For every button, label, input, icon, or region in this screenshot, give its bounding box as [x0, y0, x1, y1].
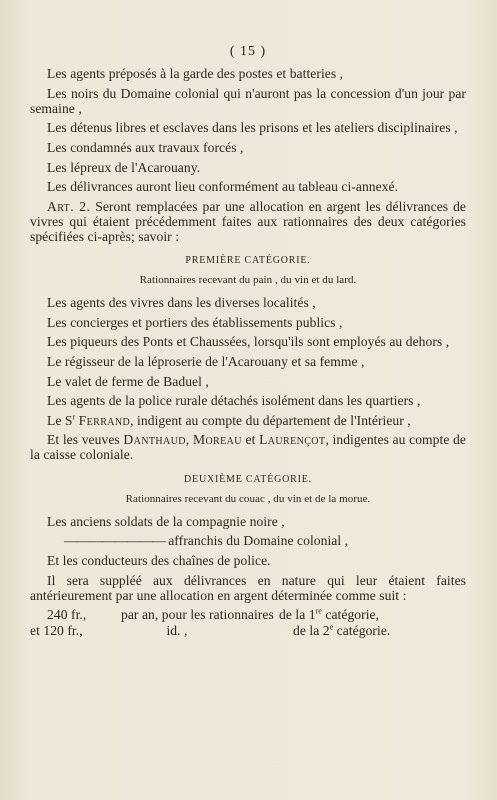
closing-paragraph: Il sera suppléé aux délivrances en nature qui leur étaient faites antérieurement par une allocation en argent déterminée comme suit : — [30, 572, 466, 603]
person-name: Danthaud — [123, 432, 186, 448]
allocation-row — [30, 607, 466, 622]
allocation-row — [30, 623, 466, 638]
delivery-note: Les délivrances auront lieu conformément au tableau ci-annexé. — [47, 179, 399, 195]
person-name: Ferrand — [78, 412, 131, 428]
ditto-id: id. , — [166, 623, 188, 639]
list-item: Les agents de la police rurale détachés isolément dans les quartiers , — [47, 393, 421, 409]
superscript: r — [72, 412, 76, 422]
list-item-affranchis — [30, 533, 466, 548]
list-item: Les agents préposés à la garde des postes et batteries , — [47, 66, 344, 82]
allocation-table — [30, 607, 466, 638]
list-item: Et les conducteurs des chaînes de police. — [47, 552, 271, 568]
list-item-veuves — [30, 432, 466, 462]
superscript: e — [329, 622, 334, 632]
amount: et 120 fr., — [30, 623, 83, 639]
superscript: re — [315, 606, 322, 616]
list-item-ferrand — [30, 413, 466, 428]
page-number: ( 15 ) — [229, 44, 267, 59]
list-item: Les noirs du Domaine colonial qui n'auront pas la concession d'un jour par semaine , — [30, 85, 466, 116]
text-fragment: affranchis du Domaine colonial , — [168, 533, 349, 549]
category-2-subtitle: Rationnaires recevant du couac , du vin et de la morue. — [125, 492, 371, 505]
list-item: Les condamnés aux travaux forcés , — [47, 139, 244, 155]
text-fragment: et — [245, 432, 256, 448]
list-item: Les agents des vivres dans les diverses localités , — [47, 295, 316, 311]
list-item: Les piqueurs des Ponts et Chaussées, lorsqu'ils sont employés au dehors , — [47, 334, 450, 350]
text-fragment: Et les veuves — [47, 432, 120, 448]
person-name: Moreau — [192, 432, 242, 448]
text-fragment: , indigent au compte du département de l'Intérieur , — [130, 412, 411, 428]
category-1-heading: PREMIÈRE CATÉGORIE. — [185, 255, 311, 267]
text-fragment: catégorie, — [325, 607, 380, 623]
text-fragment: de la 2 — [293, 623, 330, 639]
article-2 — [30, 199, 466, 244]
category-2-heading: DEUXIÈME CATÉGORIE. — [184, 473, 312, 485]
amount: 240 fr., — [47, 607, 87, 623]
list-item: Les concierges et portiers des établissements publics , — [47, 314, 343, 330]
list-item: Le régisseur de la léproserie de l'Acarouany et sa femme , — [47, 354, 365, 369]
person-name: Laurençot — [259, 432, 326, 448]
text-fragment: par an, pour les rationnaires — [121, 607, 274, 623]
ditto-dash: ———————— — [64, 533, 165, 549]
article-text: Seront remplacées par une allocation en argent les délivrances de vivres qui étaient précédemment faites aux rationnaires des deux catégories spécifiées ci-après; savoir : — [30, 198, 466, 244]
list-item: Les détenus libres et esclaves dans les prisons et les ateliers disciplinaires , — [47, 120, 458, 136]
page-content — [30, 44, 466, 639]
article-label: Art. 2. — [47, 198, 91, 214]
text-fragment: , — [185, 432, 190, 448]
text-fragment: Le S — [47, 412, 73, 428]
list-item: Le valet de ferme de Baduel , — [47, 373, 209, 389]
text-fragment: de la 1 — [279, 607, 316, 623]
text-fragment: catégorie. — [336, 623, 391, 639]
list-item: Les anciens soldats de la compagnie noire , — [47, 513, 285, 529]
category-1-subtitle: Rationnaires recevant du pain , du vin et du lard. — [139, 274, 357, 287]
text-fragment: , indigentes au compte de la caisse coloniale. — [30, 432, 466, 463]
list-item: Les lépreux de l'Acarouany. — [47, 159, 201, 175]
